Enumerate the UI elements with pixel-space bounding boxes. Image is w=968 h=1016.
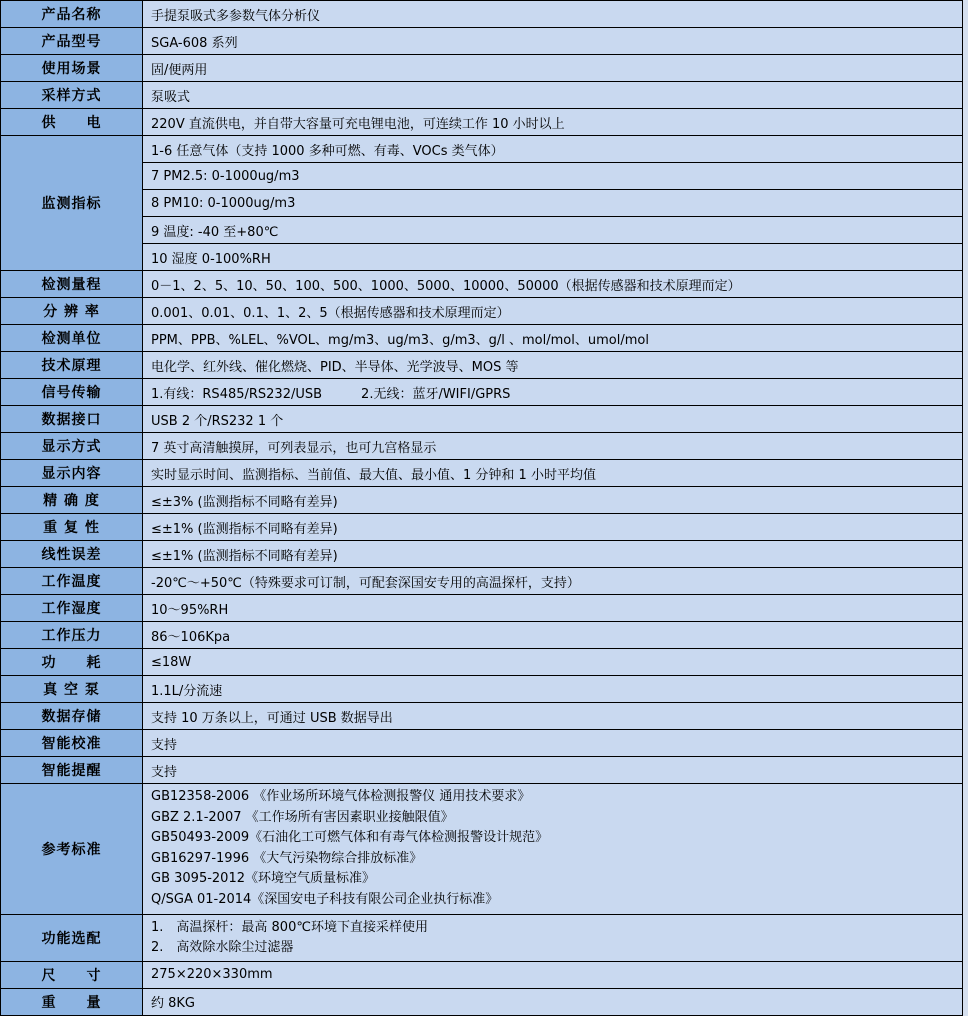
spec-row — [1, 28, 963, 55]
spec-row — [1, 109, 963, 136]
spec-value: 手提泵吸式多参数气体分析仪 — [143, 1, 963, 28]
spec-label: 信号传输 — [1, 379, 143, 406]
spec-row — [1, 757, 963, 784]
spec-label: 重 量 — [1, 988, 143, 1015]
spec-row — [1, 730, 963, 757]
spec-value: -20℃～+50℃（特殊要求可订制，可配套深国安专用的高温探杆，支持） — [143, 568, 963, 595]
spec-label: 数据存储 — [1, 703, 143, 730]
value-line: 2. 高效除水除尘过滤器 — [151, 939, 294, 955]
spec-value: ≤±3% (监测指标不同略有差异) — [143, 487, 963, 514]
spec-label: 供 电 — [1, 109, 143, 136]
spec-row — [1, 136, 963, 163]
spec-row — [1, 487, 963, 514]
spec-subvalue: 9 温度: -40 至+80℃ — [143, 217, 963, 244]
spec-row — [1, 325, 963, 352]
spec-row — [1, 914, 963, 961]
spec-value: 86～106Kpa — [143, 622, 963, 649]
spec-label: 尺 寸 — [1, 961, 143, 988]
spec-row — [1, 595, 963, 622]
spec-subvalue: 7 PM2.5: 0-1000ug/m3 — [143, 163, 963, 190]
spec-row — [1, 622, 963, 649]
spec-value: USB 2 个/RS232 1 个 — [143, 406, 963, 433]
spec-row — [1, 406, 963, 433]
spec-row — [1, 514, 963, 541]
spec-row — [1, 55, 963, 82]
spec-table-body — [1, 1, 963, 1016]
spec-value: 固/便两用 — [143, 55, 963, 82]
spec-label: 智能校准 — [1, 730, 143, 757]
spec-row — [1, 568, 963, 595]
spec-value: 实时显示时间、监测指标、当前值、最大值、最小值、1 分钟和 1 小时平均值 — [143, 460, 963, 487]
spec-value: ≤18W — [143, 649, 963, 676]
spec-value: SGA-608 系列 — [143, 28, 963, 55]
spec-value: 泵吸式 — [143, 82, 963, 109]
value-line: Q/SGA 01-2014《深国安电子科技有限公司企业执行标准》 — [151, 891, 499, 907]
spec-value: 0.001、0.01、0.1、1、2、5（根据传感器和技术原理而定） — [143, 298, 963, 325]
spec-label: 检测量程 — [1, 271, 143, 298]
spec-value: ≤±1% (监测指标不同略有差异) — [143, 541, 963, 568]
spec-label: 显示内容 — [1, 460, 143, 487]
spec-row — [1, 988, 963, 1015]
spec-row — [1, 433, 963, 460]
spec-value: ≤±1% (监测指标不同略有差异) — [143, 514, 963, 541]
spec-label: 真 空 泵 — [1, 676, 143, 703]
spec-row — [1, 1, 963, 28]
spec-row — [1, 163, 963, 190]
spec-row — [1, 460, 963, 487]
spec-row — [1, 541, 963, 568]
spec-row — [1, 649, 963, 676]
spec-label: 参考标准 — [1, 784, 143, 915]
spec-label: 功能选配 — [1, 914, 143, 961]
spec-label: 技术原理 — [1, 352, 143, 379]
spec-subvalue: 10 湿度 0-100%RH — [143, 244, 963, 271]
spec-row — [1, 352, 963, 379]
value-line: GBZ 2.1-2007 《工作场所有害因素职业接触限值》 — [151, 809, 454, 825]
spec-label: 工作湿度 — [1, 595, 143, 622]
spec-value: 支持 — [143, 730, 963, 757]
spec-label: 工作温度 — [1, 568, 143, 595]
spec-value: 1.1L/分流速 — [143, 676, 963, 703]
spec-subvalue: 1-6 任意气体（支持 1000 多种可燃、有毒、VOCs 类气体） — [143, 136, 963, 163]
value-line: GB 3095-2012《环境空气质量标准》 — [151, 871, 375, 887]
spec-value: 支持 — [143, 757, 963, 784]
spec-row — [1, 379, 963, 406]
spec-row — [1, 961, 963, 988]
spec-subvalue: 8 PM10: 0-1000ug/m3 — [143, 190, 963, 217]
spec-row — [1, 217, 963, 244]
spec-label: 功 耗 — [1, 649, 143, 676]
spec-multiline-value — [143, 914, 963, 961]
spec-value: 220V 直流供电，并自带大容量可充电锂电池，可连续工作 10 小时以上 — [143, 109, 963, 136]
spec-label: 线性误差 — [1, 541, 143, 568]
spec-row — [1, 271, 963, 298]
spec-label: 数据接口 — [1, 406, 143, 433]
spec-label: 产品名称 — [1, 1, 143, 28]
spec-value: PPM、PPB、%LEL、%VOL、mg/m3、ug/m3、g/m3、g/l 、mol/mol、umol/mol — [143, 325, 963, 352]
spec-label: 显示方式 — [1, 433, 143, 460]
spec-label: 重 复 性 — [1, 514, 143, 541]
spec-row — [1, 676, 963, 703]
spec-label: 分 辨 率 — [1, 298, 143, 325]
spec-value: 1.有线：RS485/RS232/USB 2.无线：蓝牙/WIFI/GPRS — [143, 379, 963, 406]
value-line: 1. 高温探杆：最高 800℃环境下直接采样使用 — [151, 919, 428, 935]
spec-row — [1, 784, 963, 915]
spec-row — [1, 190, 963, 217]
spec-label: 产品型号 — [1, 28, 143, 55]
spec-label: 检测单位 — [1, 325, 143, 352]
spec-multiline-value — [143, 784, 963, 915]
value-line: GB12358-2006 《作业场所环境气体检测报警仪 通用技术要求》 — [151, 789, 531, 804]
value-line: GB50493-2009《石油化工可燃气体和有毒气体检测报警设计规范》 — [151, 830, 549, 846]
spec-label: 精 确 度 — [1, 487, 143, 514]
spec-label: 监测指标 — [1, 136, 143, 271]
spec-row — [1, 703, 963, 730]
spec-value: 275×220×330mm — [143, 961, 963, 988]
spec-label: 工作压力 — [1, 622, 143, 649]
spec-value: 支持 10 万条以上，可通过 USB 数据导出 — [143, 703, 963, 730]
spec-row — [1, 298, 963, 325]
value-line: GB16297-1996 《大气污染物综合排放标准》 — [151, 850, 423, 866]
spec-row — [1, 82, 963, 109]
spec-value: 10～95%RH — [143, 595, 963, 622]
spec-value: 约 8KG — [143, 988, 963, 1015]
spec-value: 电化学、红外线、催化燃烧、PID、半导体、光学波导、MOS 等 — [143, 352, 963, 379]
spec-row — [1, 244, 963, 271]
spec-label: 使用场景 — [1, 55, 143, 82]
spec-value: 0－1、2、5、10、50、100、500、1000、5000、10000、50000（根据传感器和技术原理而定） — [143, 271, 963, 298]
spec-label: 智能提醒 — [1, 757, 143, 784]
spec-label: 采样方式 — [1, 82, 143, 109]
spec-value: 7 英寸高清触摸屏，可列表显示，也可九宫格显示 — [143, 433, 963, 460]
